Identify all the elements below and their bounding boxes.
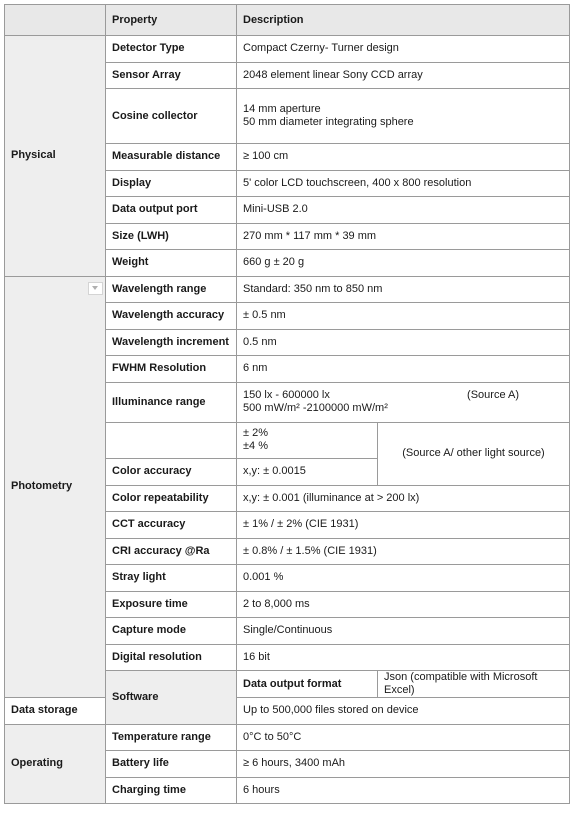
value-line: 50 mm diameter integrating sphere — [243, 116, 414, 128]
property-cell: Wavelength accuracy — [106, 303, 237, 330]
value-cell: x,y: ± 0.001 (illuminance at > 200 lx) — [237, 485, 570, 512]
property-cell: Size (LWH) — [106, 223, 237, 250]
source-label: (Source A) — [467, 389, 520, 401]
value-cell: 0°C to 50°C — [237, 724, 570, 751]
property-cell: Data output port — [106, 197, 237, 224]
property-cell-empty — [106, 422, 237, 458]
value-cell — [237, 89, 570, 144]
value-line: ±4 % — [243, 440, 268, 452]
table-row — [5, 698, 570, 725]
value-cell: 6 nm — [237, 356, 570, 383]
value-cell: Mini-USB 2.0 — [237, 197, 570, 224]
property-cell: Data storage — [5, 698, 106, 725]
header-group-cell — [5, 5, 106, 36]
group-software: Software — [106, 671, 237, 725]
property-cell: Detector Type — [106, 36, 237, 63]
property-cell: FWHM Resolution — [106, 356, 237, 383]
property-cell: Sensor Array — [106, 62, 237, 89]
group-physical: Physical — [5, 36, 106, 277]
value-cell: Standard: 350 nm to 850 nm — [237, 276, 570, 303]
header-description: Description — [237, 5, 570, 36]
value-cell — [237, 422, 378, 458]
value-cell: 0.001 % — [237, 565, 570, 592]
value-cell: 2 to 8,000 ms — [237, 591, 570, 618]
property-cell: Display — [106, 170, 237, 197]
value-cell: Up to 500,000 files stored on device — [237, 698, 570, 725]
table-row — [5, 36, 570, 63]
spec-table — [4, 4, 570, 804]
value-cell: ± 0.8% / ± 1.5% (CIE 1931) — [237, 538, 570, 565]
header-row — [5, 5, 570, 36]
property-cell: CCT accuracy — [106, 512, 237, 539]
value-line: 500 mW/m² -2100000 mW/m² — [243, 402, 388, 414]
table-row — [5, 724, 570, 751]
value-line — [243, 389, 563, 402]
value-cell: 0.5 nm — [237, 329, 570, 356]
property-cell: Digital resolution — [106, 644, 237, 671]
value-cell: ± 1% / ± 2% (CIE 1931) — [237, 512, 570, 539]
value-cell — [237, 382, 570, 422]
property-cell: Exposure time — [106, 591, 237, 618]
value-cell: 270 mm * 117 mm * 39 mm — [237, 223, 570, 250]
value-cell: 6 hours — [237, 777, 570, 804]
value-line: 14 mm aperture — [243, 103, 321, 115]
illuminance-lux: 150 lx - 600000 lx — [243, 389, 330, 401]
property-cell: Charging time — [106, 777, 237, 804]
table-row — [5, 276, 570, 303]
value-cell: Json (compatible with Microsoft Excel) — [378, 671, 570, 698]
property-cell: Color accuracy — [106, 458, 237, 485]
property-cell: Wavelength increment — [106, 329, 237, 356]
group-photometry — [5, 276, 106, 698]
chevron-down-icon[interactable] — [88, 282, 103, 295]
property-cell: Weight — [106, 250, 237, 277]
value-cell: 660 g ± 20 g — [237, 250, 570, 277]
group-label: Photometry — [11, 480, 73, 493]
property-cell: Wavelength range — [106, 276, 237, 303]
source-cell: (Source A/ other light source) — [378, 422, 570, 485]
property-cell: Color repeatability — [106, 485, 237, 512]
value-cell: 16 bit — [237, 644, 570, 671]
value-cell: 5' color LCD touchscreen, 400 x 800 resolution — [237, 170, 570, 197]
property-cell: Measurable distance — [106, 144, 237, 171]
property-cell: Temperature range — [106, 724, 237, 751]
value-line: ± 2% — [243, 427, 268, 439]
value-cell: ≥ 100 cm — [237, 144, 570, 171]
property-cell: Capture mode — [106, 618, 237, 645]
property-cell: Data output format — [237, 671, 378, 698]
value-cell: Single/Continuous — [237, 618, 570, 645]
property-cell: Illuminance range — [106, 382, 237, 422]
property-cell: Battery life — [106, 751, 237, 778]
value-cell: Compact Czerny- Turner design — [237, 36, 570, 63]
value-cell: ± 0.5 nm — [237, 303, 570, 330]
value-cell: x,y: ± 0.0015 — [237, 458, 378, 485]
group-operating: Operating — [5, 724, 106, 804]
property-cell: Cosine collector — [106, 89, 237, 144]
property-cell: Stray light — [106, 565, 237, 592]
property-cell: CRI accuracy @Ra — [106, 538, 237, 565]
value-cell: 2048 element linear Sony CCD array — [237, 62, 570, 89]
header-property: Property — [106, 5, 237, 36]
value-cell: ≥ 6 hours, 3400 mAh — [237, 751, 570, 778]
